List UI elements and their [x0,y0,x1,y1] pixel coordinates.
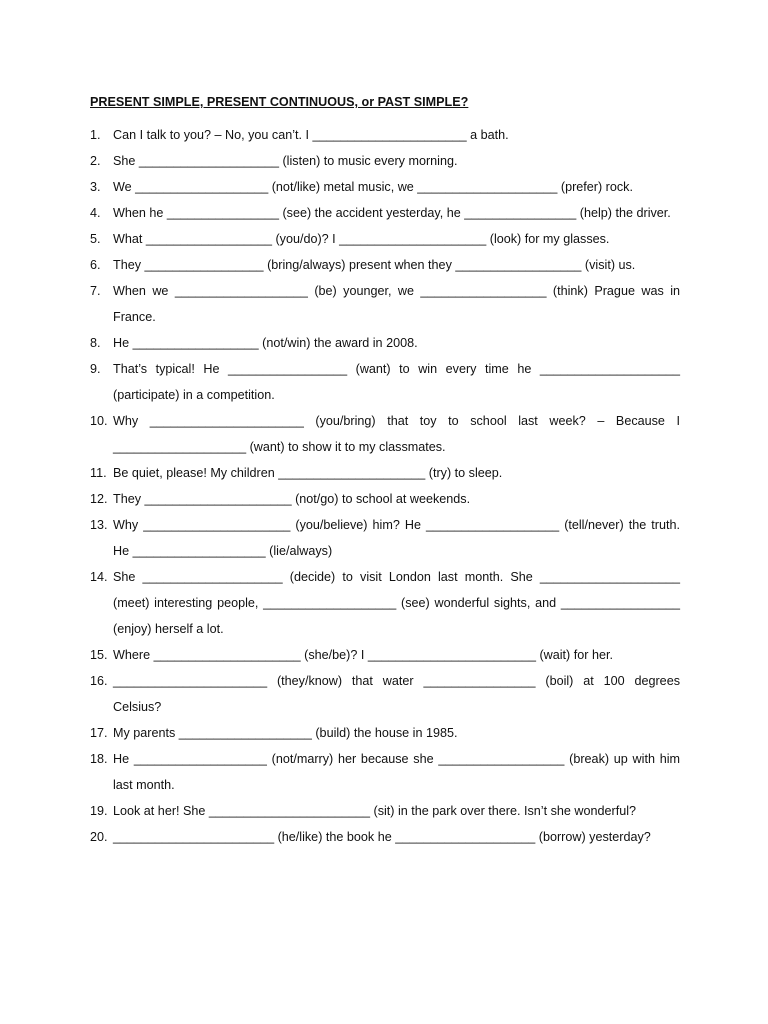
item-text: They _____________________ (not/go) to school at weekends. [113,492,471,506]
exercise-item [90,356,680,408]
item-number: 1. [90,128,101,142]
item-text: She ____________________ (listen) to music every morning. [113,154,458,168]
item-number: 8. [90,336,101,350]
exercise-item [90,408,680,460]
item-text: When he ________________ (see) the accident yesterday, he ________________ (help) the driver. [113,206,671,220]
item-number: 16. [90,674,108,688]
item-text: _______________________ (he/like) the book he ____________________ (borrow) yesterday? [113,830,651,844]
item-number: 18. [90,752,108,766]
exercise-list [90,122,680,850]
item-text: Where _____________________ (she/be)? I ________________________ (wait) for her. [113,648,613,662]
exercise-item [90,564,680,642]
item-text: He ___________________ (not/marry) her because she __________________ (break) up with him last month. [113,752,680,792]
exercise-item [90,642,680,668]
item-text: What __________________ (you/do)? I _____________________ (look) for my glasses. [113,232,610,246]
item-text: My parents ___________________ (build) the house in 1985. [113,726,458,740]
exercise-item [90,122,680,148]
item-text: Why ______________________ (you/bring) that toy to school last week? – Because I ___________________ (want) to show it to my classmates. [113,414,680,454]
item-number: 17. [90,726,108,740]
item-number: 3. [90,180,101,194]
item-number: 9. [90,362,101,376]
item-number: 4. [90,206,101,220]
item-number: 6. [90,258,101,272]
item-text: Can I talk to you? – No, you can’t. I ______________________ a bath. [113,128,509,142]
item-text: They _________________ (bring/always) present when they __________________ (visit) us. [113,258,636,272]
exercise-item [90,148,680,174]
item-number: 15. [90,648,108,662]
item-number: 7. [90,284,101,298]
exercise-item [90,174,680,200]
item-number: 19. [90,804,108,818]
item-text: ______________________ (they/know) that water ________________ (boil) at 100 degrees Celsius? [113,674,680,714]
item-number: 20. [90,830,108,844]
exercise-item [90,824,680,850]
item-number: 11. [90,466,107,480]
exercise-item [90,746,680,798]
exercise-item [90,512,680,564]
item-number: 2. [90,154,101,168]
exercise-item [90,668,680,720]
exercise-item [90,330,680,356]
item-number: 10. [90,414,108,428]
item-text: Be quiet, please! My children _____________________ (try) to sleep. [113,466,503,480]
exercise-item [90,252,680,278]
item-text: We ___________________ (not/like) metal music, we ____________________ (prefer) rock. [113,180,633,194]
exercise-item [90,226,680,252]
item-number: 13. [90,518,108,532]
worksheet-title: PRESENT SIMPLE, PRESENT CONTINUOUS, or PAST SIMPLE? [90,95,469,109]
item-text: Why _____________________ (you/believe) him? He ___________________ (tell/never) the truth. He ___________________ (lie/always) [113,518,680,558]
item-number: 5. [90,232,101,246]
exercise-item [90,720,680,746]
item-text: Look at her! She _______________________ (sit) in the park over there. Isn’t she wonderful? [113,804,637,818]
item-number: 14. [90,570,108,584]
exercise-item [90,798,680,824]
exercise-item [90,460,680,486]
exercise-item [90,278,680,330]
item-text: That’s typical! He _________________ (want) to win every time he ____________________ (participate) in a competition. [113,362,680,402]
item-text: When we ___________________ (be) younger, we __________________ (think) Prague was in France. [113,284,680,324]
exercise-item [90,200,680,226]
item-text: He __________________ (not/win) the award in 2008. [113,336,418,350]
item-number: 12. [90,492,108,506]
exercise-item [90,486,680,512]
item-text: She ____________________ (decide) to visit London last month. She ____________________ (meet) interesting people, ___________________ (see) wonderful sights, and _________________ (enjoy) herself a lot. [113,570,680,636]
